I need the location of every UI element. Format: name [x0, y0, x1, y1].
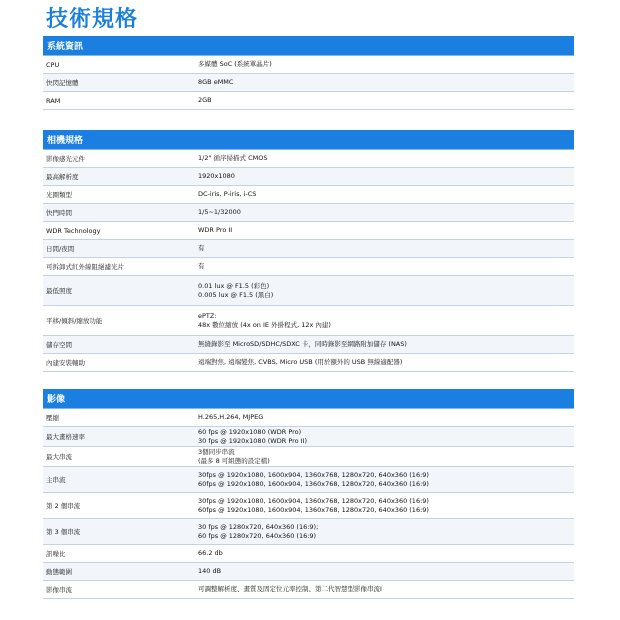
spec-value-line: DC-iris, P-iris, i-CS: [198, 190, 257, 199]
section-header: 系統資訊: [43, 36, 574, 56]
spec-value: [198, 150, 574, 167]
spec-row: [43, 581, 574, 599]
spec-row: [43, 150, 574, 168]
spec-value-line: 0.005 lux @ F1.5 (黑白): [198, 290, 274, 299]
spec-value-line: 無縫錄影至 MicroSD/SDHC/SDXC 卡，同時錄影至網路附加儲存 (NAS): [198, 340, 407, 349]
spec-row: [43, 409, 574, 427]
spec-value: [198, 306, 574, 335]
spec-label: 動態範圍: [46, 568, 72, 576]
spec-value-line: 多媒體 SoC (系統單晶片): [198, 60, 272, 69]
spec-label: 影像串流: [46, 586, 72, 594]
spec-value: [198, 447, 574, 466]
spec-row: [43, 276, 574, 306]
spec-value-line: ePTZ:: [198, 312, 217, 321]
spec-label: 第 2 個串流: [46, 502, 81, 510]
spec-row: [43, 168, 574, 186]
spec-row: [43, 258, 574, 276]
spec-value: [198, 545, 574, 562]
spec-label: 光圈類型: [46, 191, 72, 199]
spec-label: 儲存空間: [46, 341, 72, 349]
spec-value-line: 30 fps @ 1920x1080 (WDR Pro II): [198, 436, 308, 445]
page-title: 技術規格: [46, 7, 139, 32]
spec-value-line: 30 fps @ 1280x720, 640x360 (16:9);: [198, 523, 319, 532]
spec-value: [198, 409, 574, 426]
spec-value: [198, 493, 574, 518]
spec-row: [43, 56, 574, 74]
spec-value-line: WDR Pro II: [198, 226, 233, 235]
spec-row: [43, 493, 574, 519]
spec-row: [43, 204, 574, 222]
spec-value-line: 60fps @ 1920x1080, 1600x904, 1360x768, 1280x720, 640x360 (16:9): [198, 479, 429, 488]
spec-value: [198, 204, 574, 221]
spec-label: RAM: [46, 96, 61, 105]
spec-label: 主串流: [46, 476, 66, 484]
spec-value: [198, 276, 574, 305]
section-system-info: [43, 36, 574, 110]
spec-row: [43, 336, 574, 354]
spec-value-line: 2GB: [198, 96, 212, 105]
spec-label: 第 3 個串流: [46, 528, 81, 536]
spec-row: [43, 240, 574, 258]
spec-value-line: 1/2" 循序掃描式 CMOS: [198, 154, 268, 163]
spec-table: [43, 56, 574, 110]
spec-row: [43, 354, 574, 372]
spec-value-line: 140 dB: [198, 567, 222, 576]
spec-label: CPU: [46, 60, 60, 69]
spec-value: [198, 336, 574, 353]
spec-value-line: 有: [198, 244, 205, 253]
spec-row: [43, 222, 574, 240]
spec-label: 平移/傾斜/縮放功能: [46, 317, 103, 325]
section-header: 相機規格: [43, 130, 574, 150]
spec-label: 最高解析度: [46, 173, 79, 181]
section-video: [43, 389, 574, 599]
spec-row: [43, 467, 574, 493]
spec-value: [198, 74, 574, 91]
spec-value-line: 3個同步串流: [198, 448, 235, 457]
spec-row: [43, 447, 574, 467]
spec-value: [198, 168, 574, 185]
spec-label: WDR Technology: [46, 226, 101, 235]
spec-table: [43, 150, 574, 372]
spec-value-line: 有: [198, 262, 205, 271]
spec-table: [43, 409, 574, 599]
spec-label: 可拆卸式紅外線阻絕濾光片: [46, 263, 124, 271]
section-camera-spec: [43, 130, 574, 372]
spec-row: [43, 545, 574, 563]
spec-value-line: 1920x1080: [198, 172, 235, 181]
spec-value: [198, 56, 574, 73]
spec-value-line: 60 fps @ 1280x720, 640x360 (16:9): [198, 531, 317, 540]
section-header: 影像: [43, 389, 574, 409]
spec-row: [43, 92, 574, 110]
spec-label: 訊噪比: [46, 550, 66, 558]
spec-value-line: (最多 8 可組態的設定檔): [198, 456, 270, 465]
spec-value-line: 30fps @ 1920x1080, 1600x904, 1360x768, 1280x720, 640x360 (16:9): [198, 471, 429, 480]
spec-value-line: 8GB eMMC: [198, 78, 234, 87]
spec-row: [43, 186, 574, 204]
spec-value-line: 30fps @ 1920x1080, 1600x904, 1360x768, 1280x720, 640x360 (16:9): [198, 497, 429, 506]
spec-value-line: 1/5~1/32000: [198, 208, 241, 217]
spec-value: [198, 92, 574, 109]
spec-value: [198, 240, 574, 257]
spec-row: [43, 306, 574, 336]
spec-value: [198, 427, 574, 446]
spec-value: [198, 258, 574, 275]
spec-label: 最低照度: [46, 287, 72, 295]
spec-value-line: 0.01 lux @ F1.5 (彩色): [198, 282, 270, 291]
spec-label: 日間/夜間: [46, 245, 75, 253]
spec-row: [43, 519, 574, 545]
spec-label: 快閃記憶體: [46, 79, 79, 87]
spec-value: [198, 467, 574, 492]
spec-row: [43, 427, 574, 447]
spec-value-line: 可調整解析度、畫質及固定位元率控制、第二代智慧型影像串流I: [198, 585, 382, 594]
spec-value: [198, 354, 574, 371]
spec-label: 最大串流: [46, 453, 72, 461]
spec-value: [198, 186, 574, 203]
spec-row: [43, 74, 574, 92]
spec-value: [198, 222, 574, 239]
spec-value-line: 遠端對焦, 遠端變焦, CVBS, Micro USB (用於額外的 USB 無線適配器): [198, 358, 403, 367]
spec-value-line: H.265,H.264, MJPEG: [198, 413, 264, 422]
spec-label: 快門時間: [46, 209, 72, 217]
spec-label: 影像感光元件: [46, 155, 85, 163]
spec-row: [43, 563, 574, 581]
spec-value: [198, 581, 574, 598]
spec-value: [198, 519, 574, 544]
spec-label: 內建安裝輔助: [46, 359, 85, 367]
spec-label: 最大畫格速率: [46, 433, 85, 441]
spec-value: [198, 563, 574, 580]
spec-value-line: 60 fps @ 1920x1080 (WDR Pro): [198, 428, 302, 437]
spec-value-line: 60fps @ 1920x1080, 1600x904, 1360x768, 1280x720, 640x360 (16:9): [198, 505, 429, 514]
spec-label: 壓縮: [46, 414, 59, 422]
spec-value-line: 66.2 db: [198, 549, 223, 558]
spec-value-line: 48x 數位縮放 (4x on IE 外掛程式, 12x 內建): [198, 320, 331, 329]
